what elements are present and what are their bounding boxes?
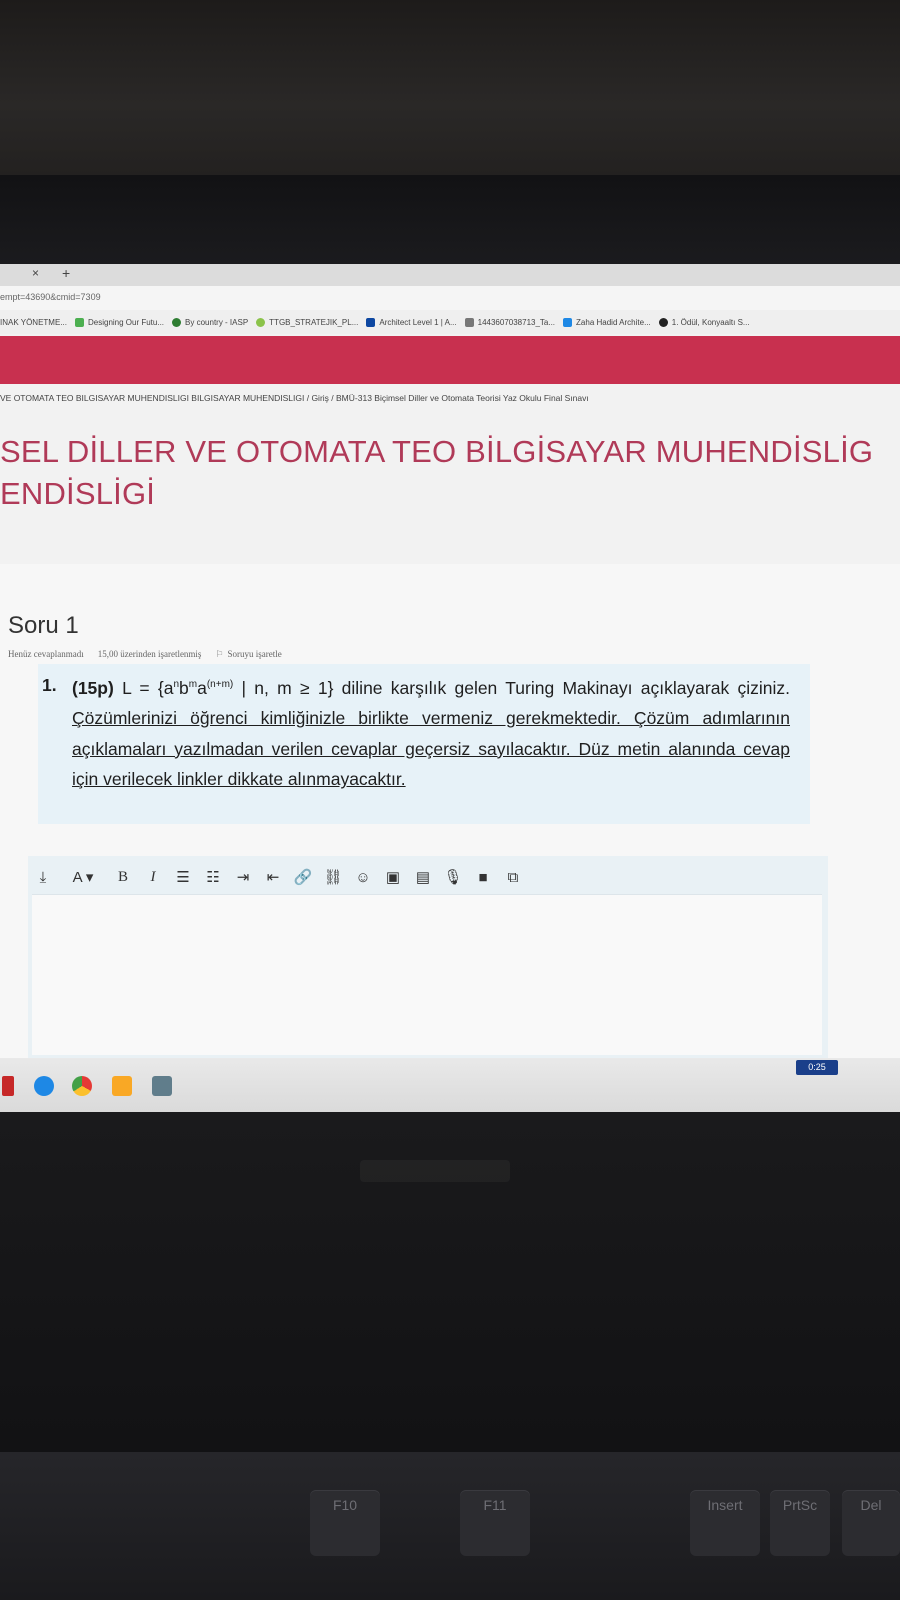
bookmark-icon xyxy=(563,318,572,327)
bookmark-item[interactable] xyxy=(75,318,164,327)
indent-icon[interactable]: ⇥ xyxy=(236,869,250,886)
key-f11: F11 xyxy=(460,1490,530,1556)
bookmark-item[interactable] xyxy=(563,318,651,327)
question-meta xyxy=(8,649,282,660)
expr-part: a xyxy=(197,677,207,698)
media-icon[interactable]: ▤ xyxy=(415,869,431,886)
bookmark-item[interactable] xyxy=(659,318,750,327)
question-sentence1: | n, m ≥ 1} diline karşılık gelen Turing Makinayı açıklayarak çiziniz. xyxy=(233,677,790,698)
breadcrumb-course[interactable]: VE OTOMATA TEO BILGISAYAR MUHENDISLIGI BILGISAYAR MUHENDISLIGI xyxy=(0,393,305,403)
keyboard xyxy=(0,1452,900,1600)
file-explorer-icon[interactable] xyxy=(112,1076,132,1096)
key-insert: Insert xyxy=(690,1490,760,1556)
expand-toolbar-icon[interactable]: ⤓ xyxy=(39,868,47,886)
emoji-icon[interactable]: ☺ xyxy=(355,868,371,886)
bookmark-icon xyxy=(366,318,375,327)
breadcrumb-home[interactable]: Giriş xyxy=(311,393,329,403)
question-number: 1. xyxy=(42,675,57,695)
answer-editor[interactable] xyxy=(32,894,822,1055)
question-title: Soru 1 xyxy=(8,612,79,639)
expr-part: L = {a xyxy=(122,677,174,698)
bookmark-item[interactable] xyxy=(172,318,248,327)
expr-sup: (n+m) xyxy=(206,679,234,690)
breadcrumb-separator: / xyxy=(328,393,337,403)
language-expression xyxy=(122,678,233,698)
brand-logo-reflection xyxy=(360,1160,510,1182)
taskbar-clock: 0:25 xyxy=(796,1060,838,1075)
page-title-line1: SEL DİLLER VE OTOMATA TEO BİLGİSAYAR MUHENDİSLİG xyxy=(0,434,874,469)
bookmark-label: TTGB_STRATEJIK_PL... xyxy=(269,317,359,327)
address-bar[interactable] xyxy=(0,286,900,310)
bookmark-label: INAK YÖNETME... xyxy=(0,317,67,327)
microphone-icon[interactable]: 🎙 xyxy=(443,869,463,886)
new-tab-button[interactable]: + xyxy=(62,265,71,281)
page-title-line2: ENDİSLİGİ xyxy=(0,476,156,511)
expr-part: b xyxy=(179,677,189,698)
url-text[interactable]: empt=43690&cmid=7309 xyxy=(0,292,101,302)
bookmark-label: By country - IASP xyxy=(185,317,249,327)
key-prtsc: PrtSc xyxy=(770,1490,830,1556)
chrome-icon[interactable] xyxy=(72,1076,92,1096)
bookmark-label: 1. Ödül, Konyaaltı S... xyxy=(671,317,750,327)
monitor-bezel-top xyxy=(0,175,900,265)
bookmark-icon xyxy=(75,318,84,327)
tab-close-icon[interactable]: × xyxy=(32,266,40,280)
bookmark-item[interactable] xyxy=(0,318,67,327)
breadcrumb-exam[interactable]: BMÜ-313 Biçimsel Diller ve Otomata Teorisi Yaz Okulu Final Sınavı xyxy=(336,393,589,403)
flag-question-label: Soruyu işaretle xyxy=(227,649,282,659)
link-icon[interactable]: 🔗 xyxy=(293,869,313,886)
bookmarks-bar xyxy=(0,310,900,334)
app-icon[interactable] xyxy=(2,1076,14,1096)
flag-icon: ⚐ xyxy=(215,649,224,659)
bookmark-label: 1443607038713_Ta... xyxy=(477,317,556,327)
key-delete: Del xyxy=(842,1490,900,1556)
calculator-icon[interactable] xyxy=(152,1076,172,1096)
taskbar xyxy=(0,1058,900,1112)
expr-sup: m xyxy=(188,679,198,690)
copy-icon[interactable]: ⧉ xyxy=(507,868,519,886)
browser-tabstrip xyxy=(0,264,900,286)
question-points: (15p) xyxy=(72,677,114,698)
outdent-icon[interactable]: ⇤ xyxy=(266,869,280,886)
question-text xyxy=(72,670,790,795)
editor-toolbar xyxy=(28,860,828,894)
breadcrumb xyxy=(0,393,589,403)
key-f10: F10 xyxy=(310,1490,380,1556)
breadcrumb-separator: / xyxy=(304,393,312,403)
bookmark-item[interactable] xyxy=(366,318,456,327)
ordered-list-icon[interactable]: ☷ xyxy=(206,869,220,886)
bookmark-label: Architect Level 1 | A... xyxy=(379,317,457,327)
italic-button[interactable]: I xyxy=(150,868,156,885)
bookmark-icon xyxy=(659,318,668,327)
screen xyxy=(0,264,900,1112)
unlink-icon[interactable]: ⛓ xyxy=(323,869,343,886)
unordered-list-icon[interactable]: ☰ xyxy=(176,869,190,886)
video-icon[interactable]: ■ xyxy=(478,868,488,886)
bookmark-label: Designing Our Futu... xyxy=(87,317,165,327)
image-icon[interactable]: ▣ xyxy=(385,869,401,886)
edge-icon[interactable] xyxy=(34,1076,54,1096)
bookmark-icon xyxy=(172,318,181,327)
flag-question-link[interactable] xyxy=(215,649,281,660)
site-header-band xyxy=(0,336,900,384)
font-style-button[interactable]: A ▾ xyxy=(72,869,94,886)
bookmark-label: Zaha Hadid Archite... xyxy=(576,317,651,327)
bold-button[interactable]: B xyxy=(117,868,128,885)
question-marks: 15,00 üzerinden işaretlenmiş xyxy=(97,649,202,659)
expr-sup: n xyxy=(173,679,180,690)
bookmark-item[interactable] xyxy=(465,318,555,327)
bookmark-icon xyxy=(465,318,474,327)
bookmark-icon xyxy=(256,318,265,327)
question-status: Henüz cevaplanmadı xyxy=(8,649,84,659)
background-wall xyxy=(0,0,900,175)
bookmark-item[interactable] xyxy=(256,318,358,327)
question-sentence2: Çözümlerinizi öğrenci kimliğinizle birlikte vermeniz gerekmektedir. Çözüm adımlarının açıklamaları yazılmadan verilen cevaplar geçersiz sayılacaktır. Düz metin alanında cevap için verilecek linkler dikkate alınmayacaktır. xyxy=(72,708,790,790)
